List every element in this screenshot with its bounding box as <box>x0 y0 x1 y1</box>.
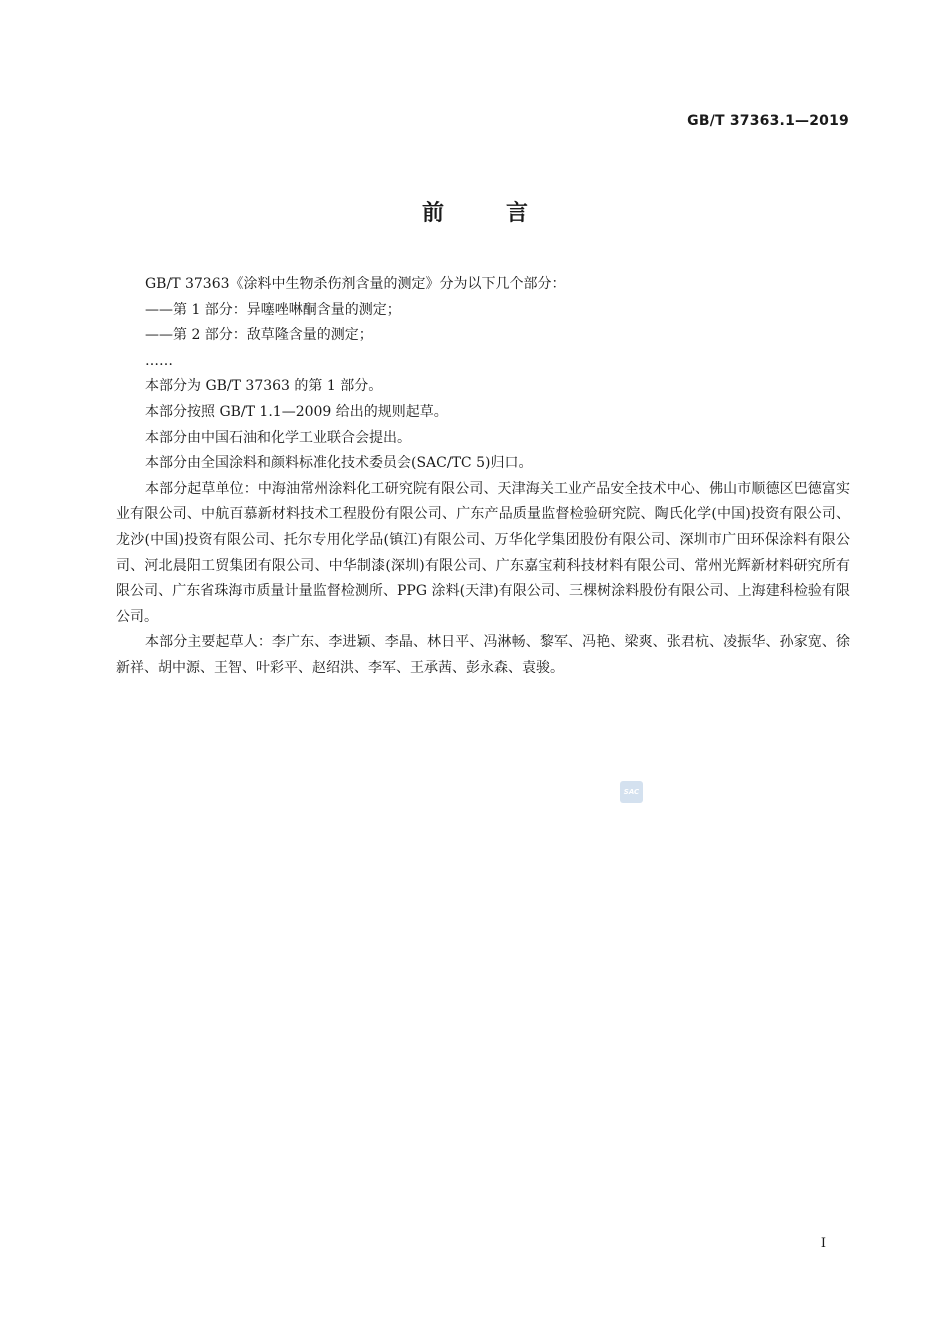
paragraph-part-2: ——第 2 部分：敌草隆含量的测定； <box>145 327 373 344</box>
paragraph-parts-intro: GB/T 37363《涂料中生物杀伤剂含量的测定》分为以下几个部分： <box>145 276 566 292</box>
paragraph-part-1: ——第 1 部分：异噻唑啉酮含量的测定； <box>145 301 401 318</box>
paragraph-drafters: 本部分主要起草人：李广东、李进颖、李晶、林日平、冯淋畅、黎军、冯艳、梁爽、张君杭、凌振华、孙家宽、徐新祥、胡中源、王智、叶彩平、赵绍洪、李军、王承茜、彭永森、袁骏。 <box>116 634 850 676</box>
page-title: 前言 <box>421 201 590 226</box>
paragraph-proposed-by: 本部分由中国石油和化学工业联合会提出。 <box>145 429 411 446</box>
standard-number: GB/T 37363.1—2019 <box>687 113 849 129</box>
foreword-body <box>116 272 850 682</box>
page-number: I <box>820 1236 826 1251</box>
paragraph-ellipsis: …… <box>145 352 173 369</box>
paragraph-drafting-rules: 本部分按照 GB/T 1.1—2009 给出的规则起草。 <box>145 403 448 420</box>
paragraph-drafting-units: 本部分起草单位：中海油常州涂料化工研究院有限公司、天津海关工业产品安全技术中心、佛山市顺德区巴德富实业有限公司、中航百慕新材料技术工程股份有限公司、广东产品质量监督检验研究院、陶氏化学(中国)投资有限公司、龙沙(中国)投资有限公司、托尔专用化学品(镇江)有限公司、万华化学集团股份有限公司、深圳市广田环保涂料有限公司、河北晨阳工贸集团有限公司、中华制漆(深圳)有限公司、广东嘉宝莉科技材料有限公司、常州光辉新材料研究所有限公司、广东省珠海市质量计量监督检测所、PPG 涂料(天津)有限公司、三棵树涂料股份有限公司、上海建科检验有限公司。 <box>116 480 850 625</box>
paragraph-managed-by: 本部分由全国涂料和颜料标准化技术委员会(SAC/TC 5)归口。 <box>145 455 533 472</box>
sac-watermark-logo: SAC <box>620 781 643 803</box>
paragraph-this-part: 本部分为 GB/T 37363 的第 1 部分。 <box>145 378 383 395</box>
